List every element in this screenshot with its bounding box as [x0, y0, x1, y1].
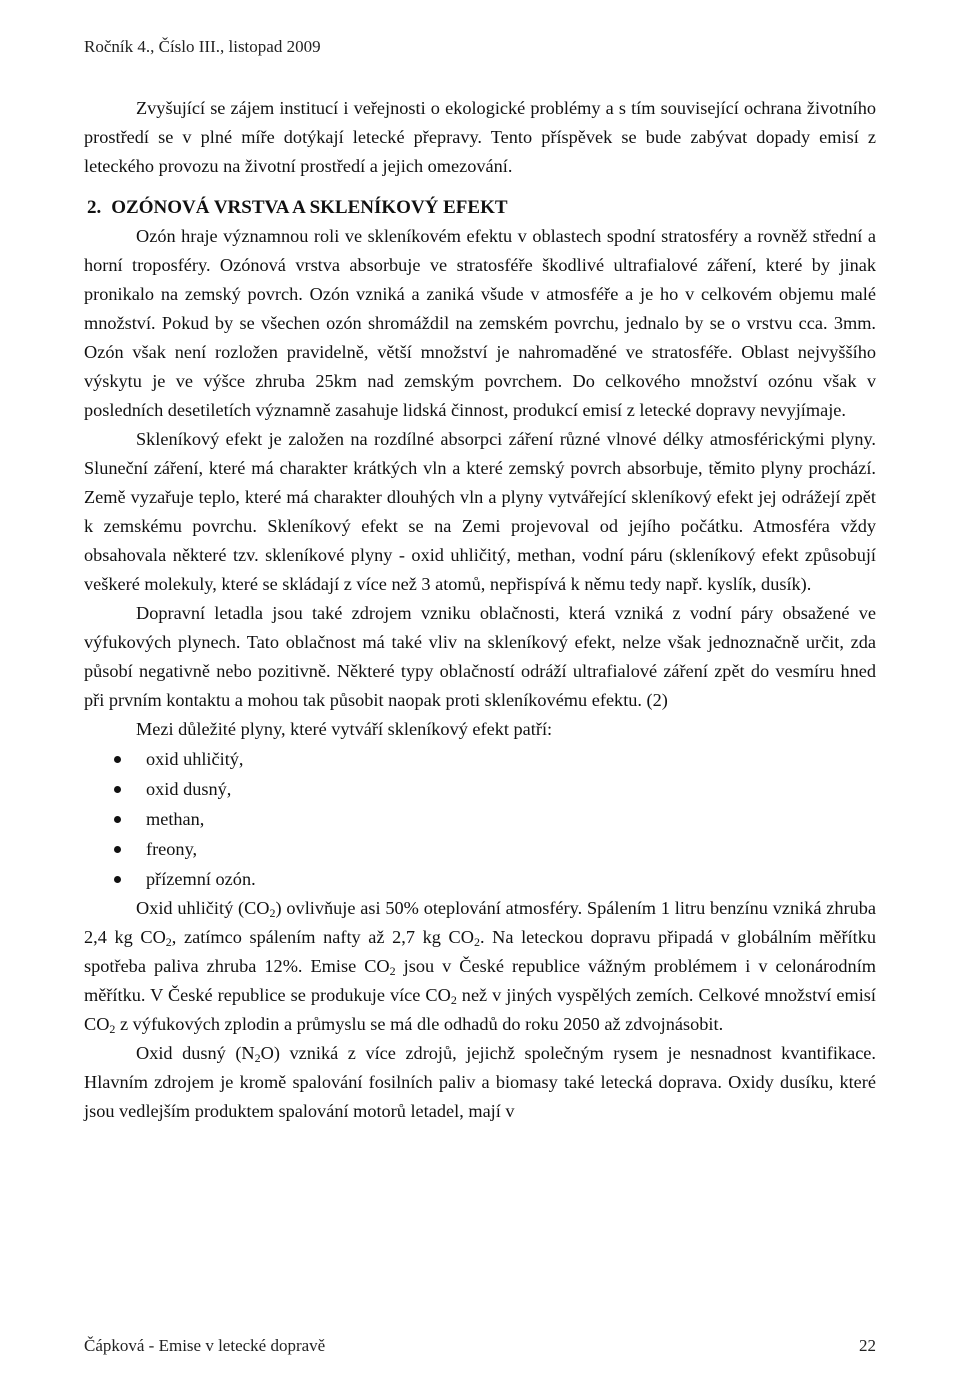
co2-paragraph: Oxid uhličitý $(CO_2)$ ovlivňuje asi 50% oteplování atmosféry. Spálením 1 litru benzínu vzniká zhruba 2,4 kg $CO_2$, zatímco spálením nafty až 2,7 kg $CO_2$. Na leteckou dopravu připadá v globálním měřítku spotřeba paliva zhruba 12%. Emise $CO_2$ jsou v České republice vážným problémem i v celonárodním měřítku. V České republice se produkuje více $CO_2$ než v jiných vyspělých zemích. Celkové množství emisí $CO_2$ z výfukových zplodin a průmyslu se má dle odhadů do roku 2050 až zdvojnásobit.	[84, 898, 876, 1036]
footer-title: Čápková - Emise v letecké dopravě	[84, 1336, 326, 1355]
article-body	[84, 94, 876, 1126]
running-header: Ročník 4., Číslo III., listopad 2009	[84, 37, 321, 56]
page-number: 22	[859, 1336, 876, 1355]
list-item: oxid uhličitý,	[84, 744, 876, 774]
ozone-paragraph: Ozón hraje významnou roli ve skleníkovém efektu v oblastech spodní stratosféry a rovněž střední a horní troposféry. Ozónová vrstva absorbuje ve stratosféře škodlivé ultrafialové záření, které by jinak pronikalo na zemský povrch. Ozón vzniká a zaniká všude v atmosféře a je ho v celkovém objemu malé množství. Pokud by se všechen ozón shromáždil na zemském povrchu, jednalo by se o vrstvu cca. 3mm. Ozón však není rozložen pravidelně, větší množství je nahromaděné ve stratosféře. Oblast nejvyššího výskytu je ve výšce zhruba 25km nad zemským povrchem. Do celkového množství ozónu však v posledních desetiletích významně zasahuje lidská činnost, produkcí emisí z letecké dopravy nevyjímaje.	[84, 226, 876, 420]
bullet-icon	[114, 846, 121, 853]
bullet-icon	[114, 756, 121, 763]
section-heading	[84, 193, 876, 222]
bullet-icon	[114, 786, 121, 793]
list-item: methan,	[84, 804, 876, 834]
clouds-paragraph: Dopravní letadla jsou také zdrojem vzniku oblačnosti, která vzniká z vodní páry obsažené ve výfukových plynech. Tato oblačnost má také vliv na skleníkový efekt, nelze však jednoznačně určit, zda působí negativně nebo pozitivně. Některé typy oblačností odráží ultrafialové záření zpět do vesmíru hned při prvním kontaktu a mohou tak působit naopak proti skleníkovému efektu. (2)	[84, 603, 876, 710]
n2o-paragraph: Oxid dusný $(N_2O)$ vzniká z více zdrojů, jejichž společným rysem je nesnadnost kvantifikace. Hlavním zdrojem je kromě spalování fosilních paliv a biomasy také letecká doprava. Oxidy dusíku, které jsou vedlejším produktem spalování motorů letadel, mají v	[84, 1043, 876, 1121]
intro-paragraph: Zvyšující se zájem institucí i veřejnosti o ekologické problémy a s tím související ochrana životního prostředí se v plné míře dotýkají letecké přepravy. Tento příspěvek se bude zabývat dopady emisí z leteckého provozu na životní prostředí a jejich omezování.	[84, 98, 876, 176]
running-footer	[84, 1336, 876, 1356]
bullet-icon	[114, 876, 121, 883]
greenhouse-gas-list	[84, 744, 876, 894]
gas-list-intro: Mezi důležité plyny, které vytváří skleníkový efekt patří:	[136, 719, 553, 739]
greenhouse-paragraph: Skleníkový efekt je založen na rozdílné absorpci záření různé vlnové délky atmosférickými plyny. Sluneční záření, které má charakter krátkých vln a které zemský povrch absorbuje, těmito plyny prochází. Země vyzařuje teplo, které má charakter dlouhých vln a plyny vytvářející skleníkový efekt jej odrážejí zpět k zemskému povrchu. Skleníkový efekt se na Zemi projevoval od jejího počátku. Atmosféra vždy obsahovala některé tzv. skleníkové plyny - oxid uhličitý, methan, vodní páru (skleníkový efekt způsobují veškeré molekuly, které se skládají z více než 3 atomů, nepřispívá k němu tedy např. kyslík, dusík).	[84, 429, 876, 594]
section-number: 2.	[87, 197, 102, 218]
list-item: oxid dusný,	[84, 774, 876, 804]
bullet-icon	[114, 816, 121, 823]
list-item: freony,	[84, 834, 876, 864]
section-title: OZÓNOVÁ VRSTVA A SKLENÍKOVÝ EFEKT	[111, 197, 508, 218]
list-item: přízemní ozón.	[84, 864, 876, 894]
